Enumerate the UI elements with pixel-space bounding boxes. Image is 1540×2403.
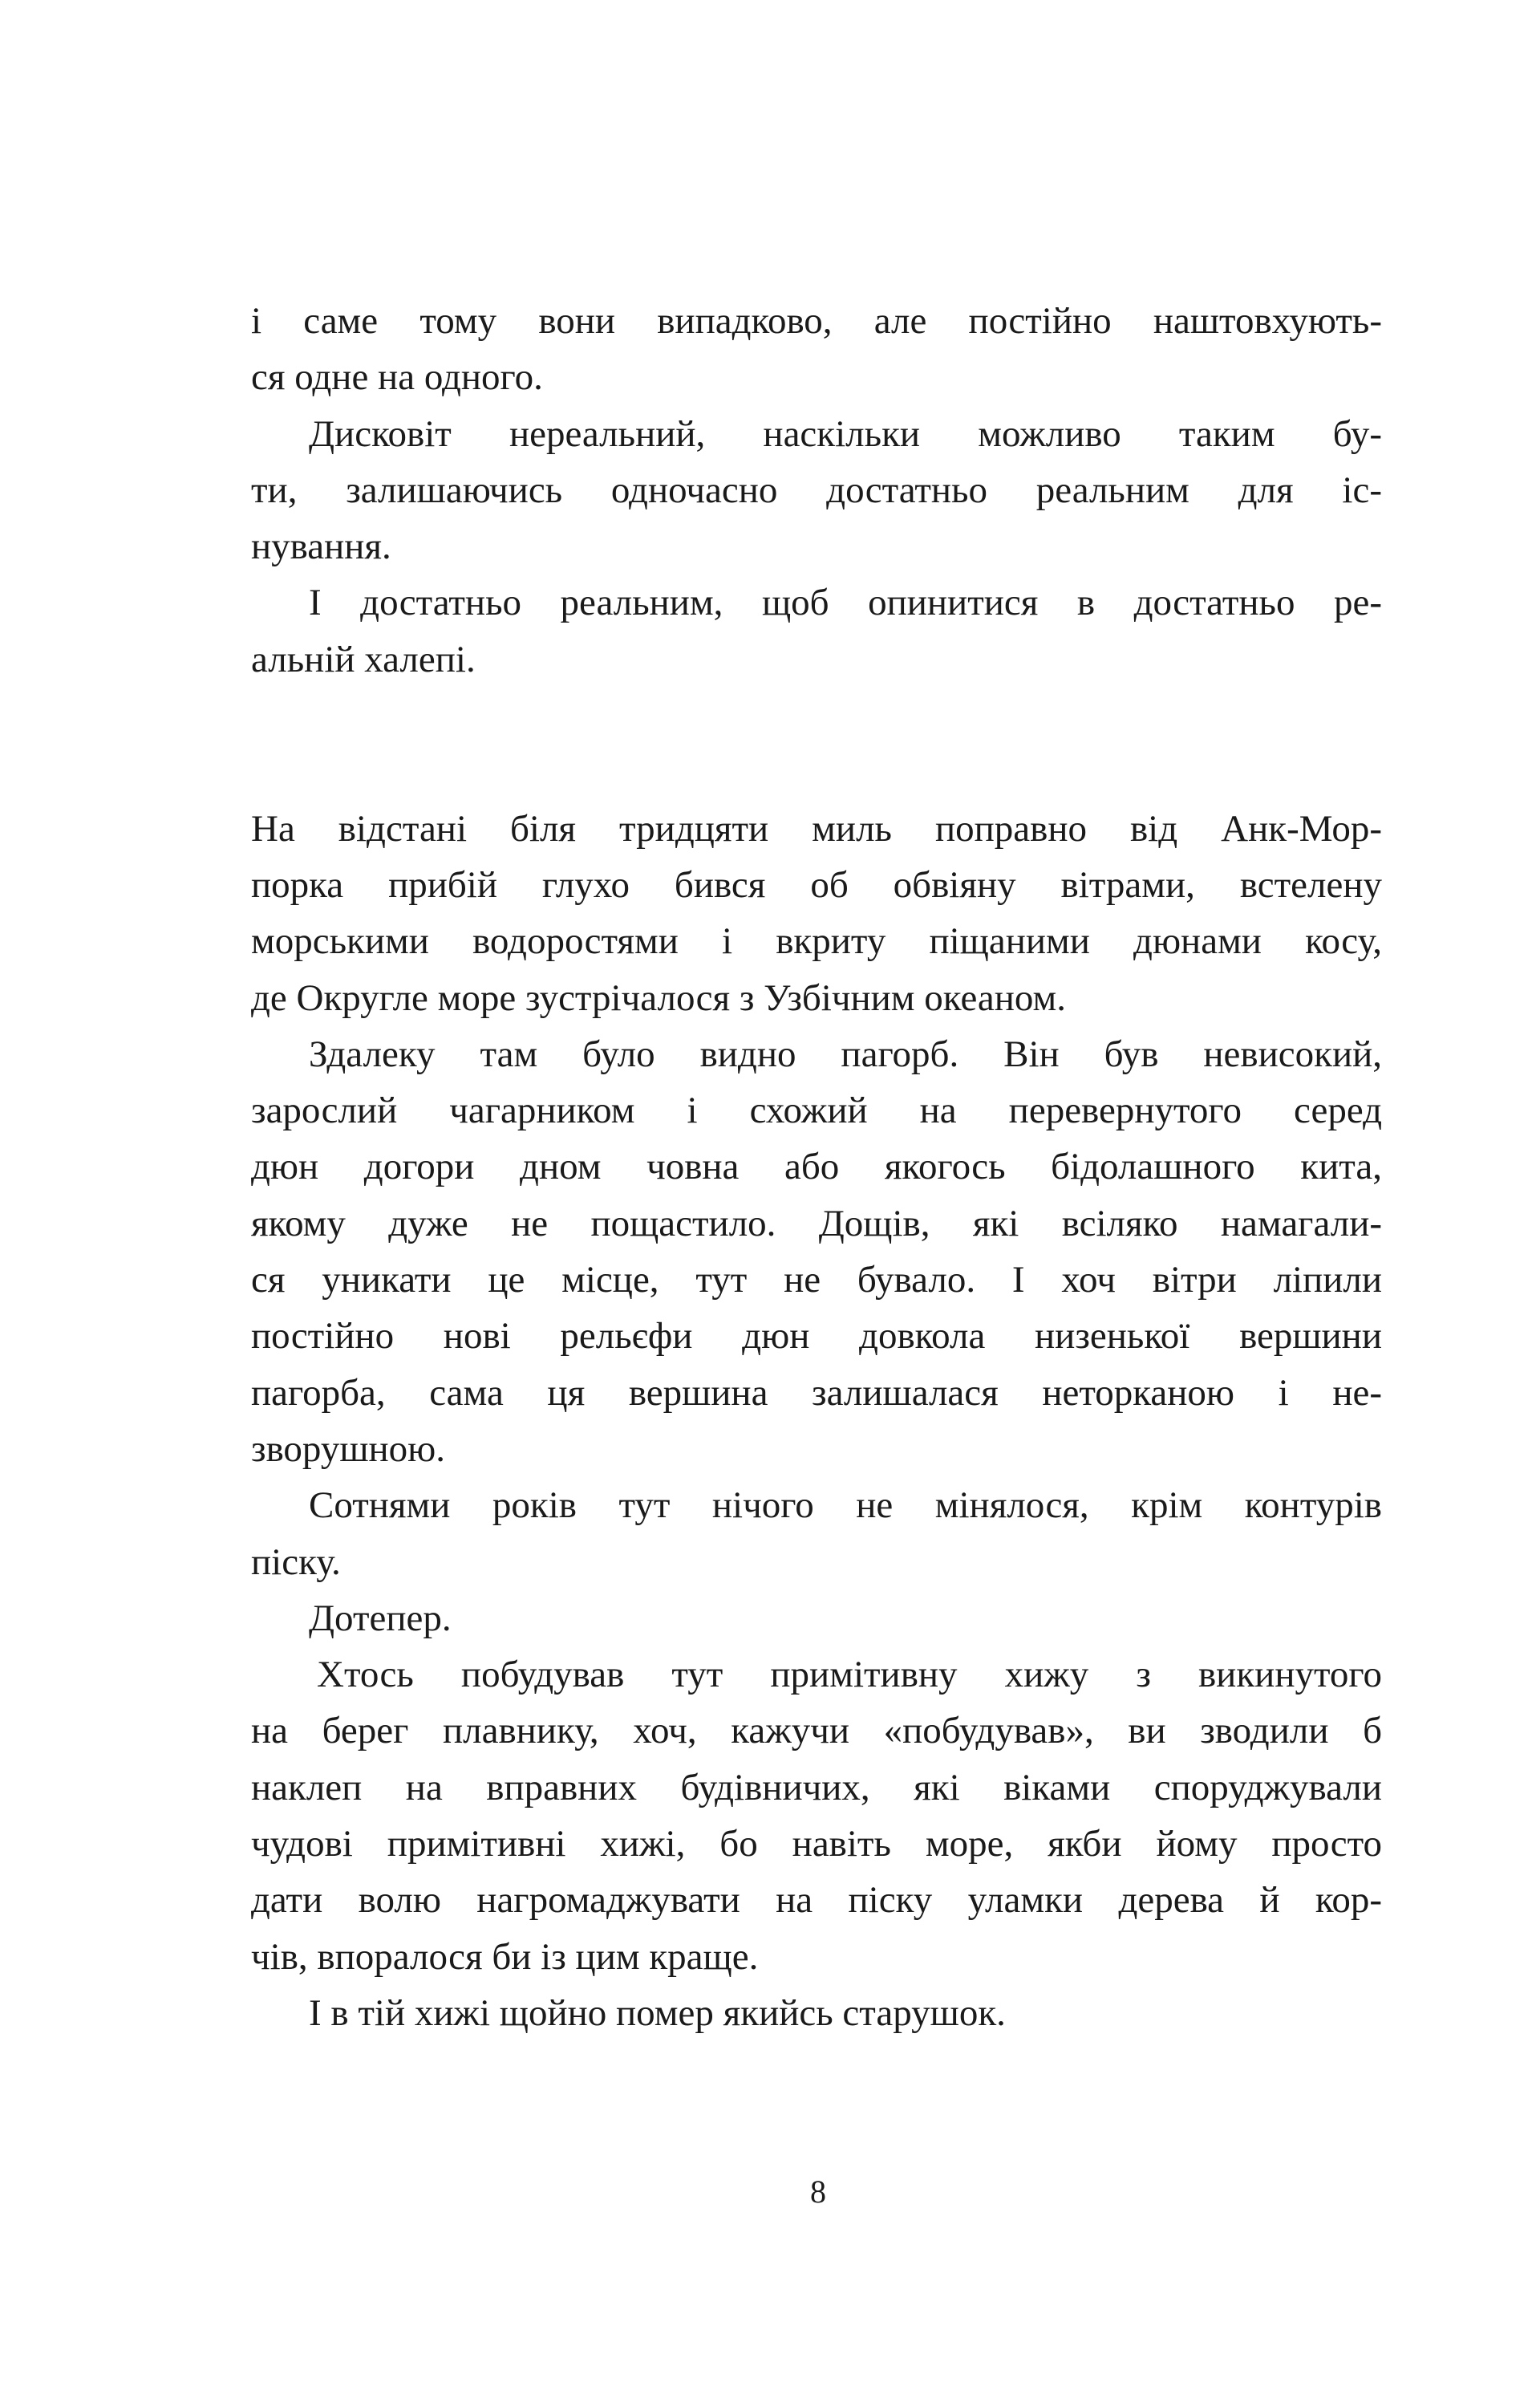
page-number: 8 [810,2174,826,2210]
text-line: піску. [251,1540,341,1583]
text-line: Здалеку там було видно пагорб. Він був невисокий, [309,1033,1382,1075]
book-page-text [251,293,1382,2041]
text-line: де Округле море зустрічалося з Узбічним океаном. [251,976,1067,1019]
text-line: постійно нові рельєфи дюн довкола низенької вершини [251,1315,1382,1358]
text-line: зворушною. [251,1427,446,1470]
text-line: Дисковіт нереальний, наскільки можливо таким бу- [309,412,1382,455]
text-line: Дотепер. [309,1597,452,1639]
text-line: порка прибій глухо бився об обвіяну вітрами, встелену [251,863,1382,906]
section-break [251,688,1382,744]
text-line: ся одне на одного. [251,356,543,399]
text-line: наклеп на вправних будівничих, які віками споруджували [251,1766,1382,1808]
text-line: якому дуже не пощастило. Дощів, які всіляко намагали- [251,1202,1382,1244]
text-line: дати волю нагромаджувати на піску уламки дерева й кор- [251,1879,1382,1922]
text-line: ся уникати це місце, тут не бувало. І хоч вітри ліпили [251,1259,1382,1301]
text-line: пагорба, сама ця вершина залишалася неторканою і не- [251,1371,1382,1414]
text-line: ти, залишаючись одночасно достатньо реальним для іс- [251,469,1382,511]
text-line: Сотнями років тут нічого не мінялося, крім контурів [309,1484,1382,1527]
text-line: І в тій хижі щойно помер якийсь старушок. [309,1991,1006,2034]
text-line: чів, впоралося би із цим краще. [251,1935,759,1978]
text-line: на берег плавнику, хоч, кажучи «побудував», ви зводили б [251,1710,1382,1752]
section-break [251,744,1382,800]
text-line: морськими водоростями і вкриту піщаними дюнами косу, [251,920,1382,963]
text-line: І достатньо реальним, щоб опинитися в достатньо ре- [309,582,1382,624]
text-line: нування. [251,526,391,568]
text-line: чудові примітивні хижі, бо навіть море, якби йому просто [251,1823,1382,1865]
text-line: і саме тому вони випадково, але постійно наштовхують- [251,300,1382,342]
text-line: зарослий чагарником і схожий на перевернутого серед [251,1090,1382,1132]
text-line: альній халепі. [251,638,476,680]
text-line: Хтось побудував тут примітивну хижу з викинутого [317,1654,1382,1696]
text-line: дюн догори дном човна або якогось бідолашного кита, [251,1146,1382,1188]
text-line: На відстані біля тридцяти миль поправно від Анк-Мор- [251,807,1382,850]
